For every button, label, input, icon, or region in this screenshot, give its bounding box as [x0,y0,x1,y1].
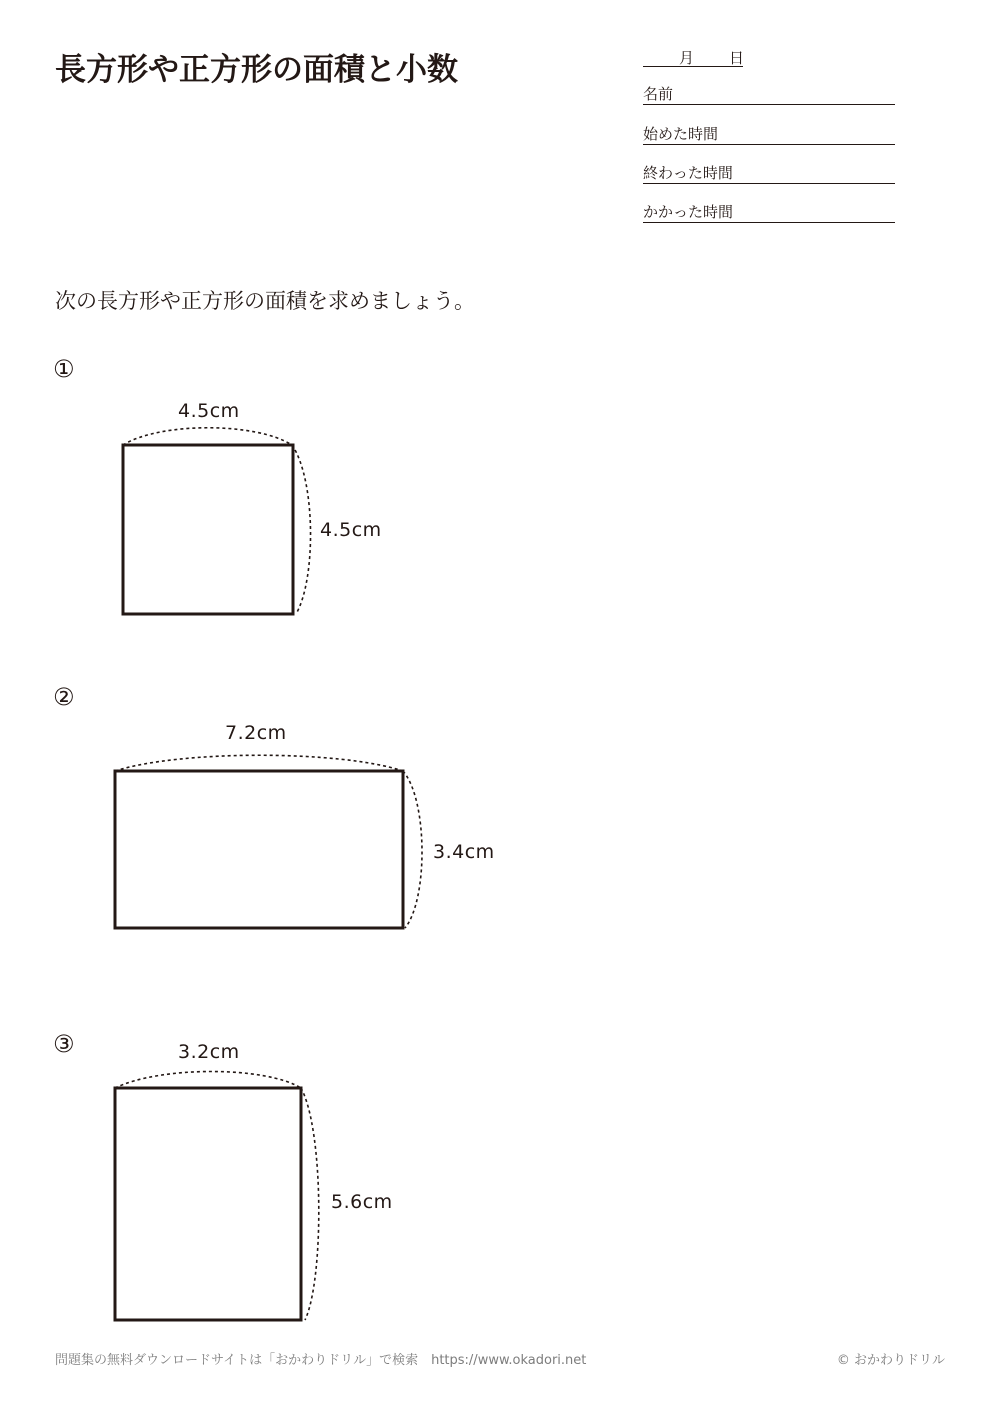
problem-3-height-dimension-arc [301,1088,319,1320]
problem-2-rectangle [115,771,403,928]
problem-3-rectangle [115,1088,301,1320]
problem-2-height-label: 3.4cm [433,841,495,863]
footer-copyright: © おかわりドリル [836,1353,945,1368]
problem-3-number: ③ [53,1030,75,1058]
name-label: 名前 [643,85,674,103]
start-time-label: 始めた時間 [643,125,719,143]
problem-3-width-label: 3.2cm [178,1041,240,1063]
end-time-label: 終わった時間 [643,164,733,182]
problem-2-width-label: 7.2cm [225,722,287,744]
problem-1-height-dimension-arc [292,445,311,614]
problem-2-number: ② [53,683,75,711]
day-label: 日 [729,49,745,67]
problem-1-height-label: 4.5cm [320,519,382,541]
worksheet-title: 長方形や正方形の面積と小数 [55,52,458,88]
problem-3-height-label: 5.6cm [331,1191,393,1213]
problem-1-square [123,445,293,614]
instruction-text: 次の長方形や正方形の面積を求めましょう。 [55,289,475,313]
problem-1-number: ① [53,355,75,383]
elapsed-time-label: かかった時間 [643,203,734,221]
month-label: 月 [679,49,695,67]
problem-2-height-dimension-arc [403,771,422,928]
problem-3-width-dimension-arc [115,1072,301,1089]
footer-site-info: 問題集の無料ダウンロードサイトは「おかわりドリル」で検索 https://www.okadori.net [55,1353,587,1368]
problem-2-width-dimension-arc [115,755,403,771]
problem-1-width-dimension-arc [123,428,292,445]
problem-1-width-label: 4.5cm [178,400,240,422]
